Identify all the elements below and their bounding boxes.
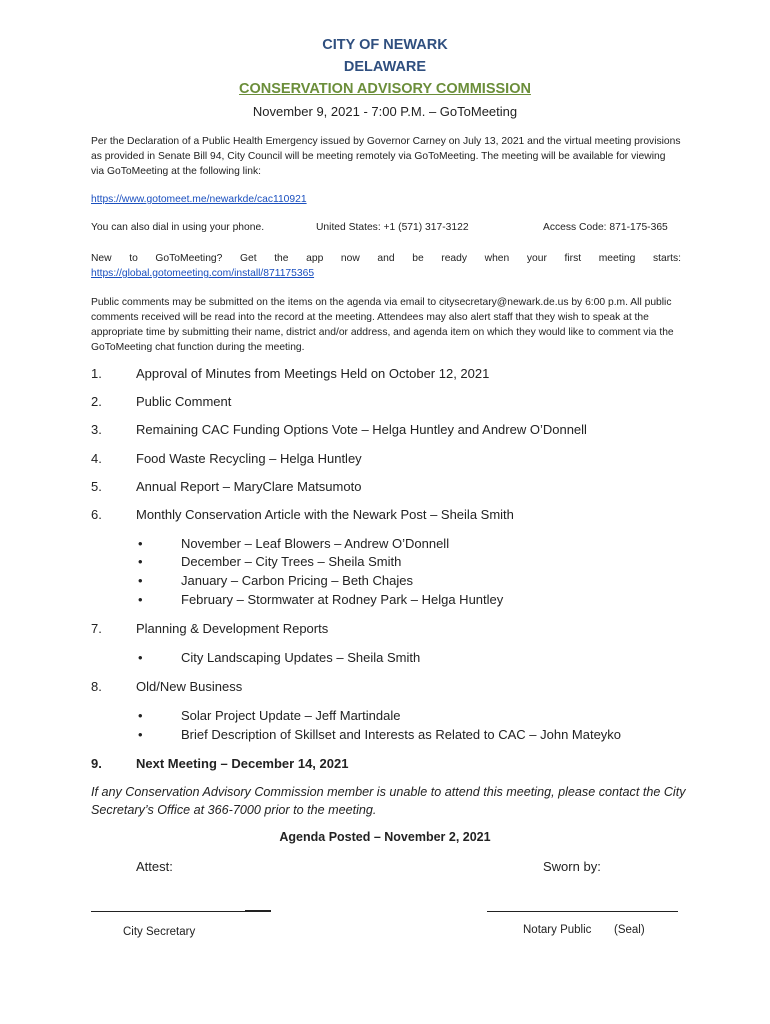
item7-sub-1: City Landscaping Updates – Sheila Smith bbox=[181, 650, 421, 665]
bullet: • bbox=[138, 708, 143, 723]
agenda-item-5-number: 5. bbox=[91, 479, 102, 494]
dial-in-text: You can also dial in using your phone. bbox=[91, 222, 265, 233]
header-state: DELAWARE bbox=[343, 59, 427, 75]
agenda-item-9-number: 9. bbox=[91, 756, 102, 771]
notary-public-label: Notary Public bbox=[523, 924, 592, 936]
dial-in-phone: United States: +1 (571) 317-3122 bbox=[316, 222, 469, 233]
agenda-item-2-number: 2. bbox=[91, 394, 102, 409]
closing-note: If any Conservation Advisory Commission member is unable to attend this meeting, please contact the City Secretary’s Office at 366-7000 prior to the meeting. bbox=[91, 785, 686, 817]
item8-sub-1: Solar Project Update – Jeff Martindale bbox=[181, 708, 401, 723]
signature-line-right bbox=[487, 911, 678, 912]
public-comments-paragraph: Public comments may be submitted on the items on the agenda via email to citysecretary@newark.de.us by 6:00 p.m. All public comments received will be read into the record at the meeting. Attendees may also alert staff that they wish to speak at the appropriate time by submitting their name, district and/or address, and agenda item on which they would like to comment via the GoToMeeting chat function during the meeting. bbox=[91, 297, 674, 353]
item6-sub-4: February – Stormwater at Rodney Park – Helga Huntley bbox=[181, 592, 504, 607]
bullet: • bbox=[138, 592, 143, 607]
bullet: • bbox=[138, 573, 143, 588]
agenda-item-9: Next Meeting – December 14, 2021 bbox=[136, 756, 349, 771]
agenda-item-7: Planning & Development Reports bbox=[136, 621, 329, 636]
agenda-item-1: Approval of Minutes from Meetings Held on October 12, 2021 bbox=[136, 366, 490, 381]
agenda-item-6: Monthly Conservation Article with the Newark Post – Sheila Smith bbox=[136, 507, 514, 522]
sworn-label: Sworn by: bbox=[543, 859, 601, 874]
agenda-item-2: Public Comment bbox=[136, 394, 232, 409]
signature-line-left-mark bbox=[245, 910, 271, 912]
install-link[interactable]: https://global.gotomeeting.com/install/871175365 bbox=[91, 268, 315, 279]
attest-label: Attest: bbox=[136, 859, 173, 874]
agenda-item-3-number: 3. bbox=[91, 422, 102, 437]
new-to-gotomeeting bbox=[91, 251, 681, 281]
header-city: CITY OF NEWARK bbox=[322, 37, 448, 53]
item6-sub-1: November – Leaf Blowers – Andrew O’Donnell bbox=[181, 536, 450, 551]
item6-sub-2: December – City Trees – Sheila Smith bbox=[181, 554, 402, 569]
agenda-item-1-number: 1. bbox=[91, 366, 102, 381]
bullet: • bbox=[138, 727, 143, 742]
agenda-item-4: Food Waste Recycling – Helga Huntley bbox=[136, 451, 362, 466]
agenda-posted: Agenda Posted – November 2, 2021 bbox=[279, 830, 491, 844]
header-commission: CONSERVATION ADVISORY COMMISSION bbox=[239, 81, 531, 97]
seal-label: (Seal) bbox=[614, 924, 645, 936]
intro-paragraph: Per the Declaration of a Public Health Emergency issued by Governor Carney on July 13, 2021 and the virtual meeting provisions as provided in Senate Bill 94, City Council will be meeting remotely via GoToMeeting. The meeting will be available for viewing via GoToMeeting at the following link: bbox=[91, 136, 681, 177]
signature-line-left bbox=[91, 911, 271, 912]
agenda-item-8-number: 8. bbox=[91, 679, 102, 694]
header-date-line: November 9, 2021 - 7:00 P.M. – GoToMeeting bbox=[252, 104, 518, 119]
item8-sub-2: Brief Description of Skillset and Interests as Related to CAC – John Mateyko bbox=[181, 727, 622, 742]
agenda-item-3: Remaining CAC Funding Options Vote – Helga Huntley and Andrew O’Donnell bbox=[136, 422, 587, 437]
agenda-item-8: Old/New Business bbox=[136, 679, 243, 694]
agenda-item-6-number: 6. bbox=[91, 507, 102, 522]
bullet: • bbox=[138, 536, 143, 551]
agenda-item-4-number: 4. bbox=[91, 451, 102, 466]
bullet: • bbox=[138, 554, 143, 569]
dial-in-access-code: Access Code: 871-175-365 bbox=[543, 222, 668, 233]
meeting-link[interactable]: https://www.gotomeet.me/newarkde/cac110921 bbox=[91, 194, 307, 205]
bullet: • bbox=[138, 650, 143, 665]
item6-sub-3: January – Carbon Pricing – Beth Chajes bbox=[181, 573, 413, 588]
agenda-item-7-number: 7. bbox=[91, 621, 102, 636]
new-to-text: New to GoToMeeting? Get the app now and be ready when your first meeting starts: bbox=[91, 253, 681, 264]
agenda-item-5: Annual Report – MaryClare Matsumoto bbox=[136, 479, 362, 494]
city-secretary-label: City Secretary bbox=[123, 926, 196, 938]
